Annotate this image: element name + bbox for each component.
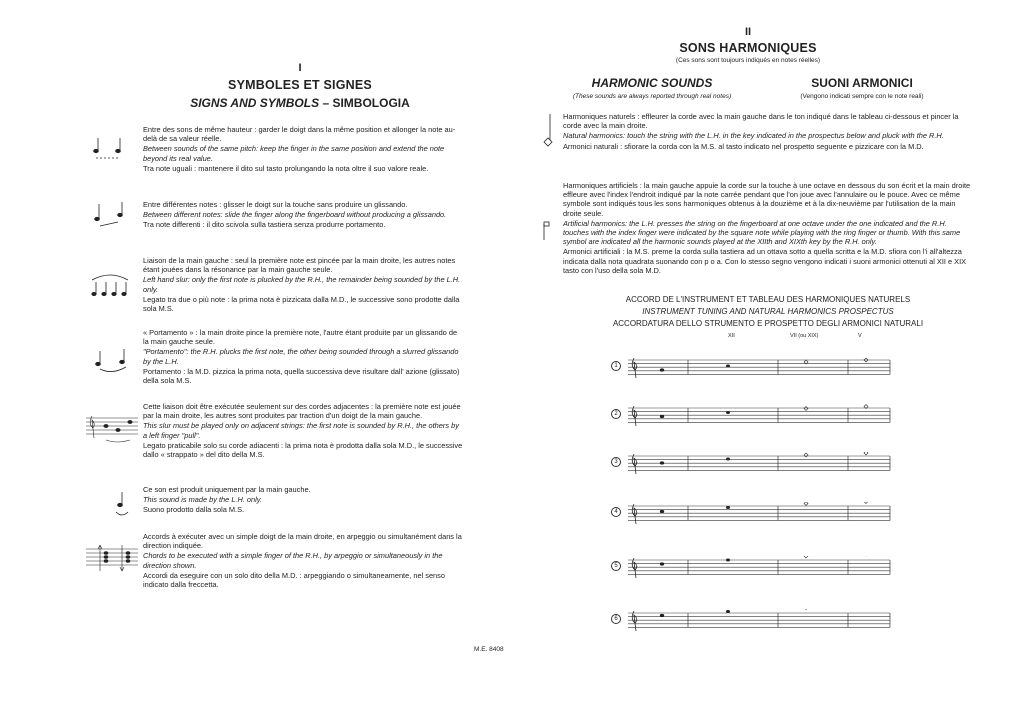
title-en-block xyxy=(552,76,752,100)
text-fr: Harmoniques artificiels : la main gauche appuie la corde sur la touche à une octave en dessous du son écrit et la main droite effleure avec l'index l'endroit indiqué par la note carrée pendant que l'on joue avec l'annulaire ou le pouce. Avec ce même symbole sont indiqués tous les sons harmoniques obtenus à la douzième et à la dix-neuvième par l'utilisation de la main droite seule. xyxy=(563,181,971,218)
text-it: Legato tra due o più note : la prima nota è pizzicata dalla M.D., le successive sono prodotte dalla sola M.S. xyxy=(143,294,460,314)
portamento-symbol xyxy=(90,347,134,375)
section-same-pitch xyxy=(143,125,463,174)
adjacent-slur-symbol xyxy=(84,412,140,444)
string-staff-3 xyxy=(614,452,890,480)
text-en: Between different notes: slide the finger along the fingerboard without producing a glissando. xyxy=(143,210,447,220)
section-adjacent-slur xyxy=(143,402,463,460)
arpeggio-chord-symbol xyxy=(84,541,140,577)
left-hand-only-symbol xyxy=(112,490,132,520)
title-it-block xyxy=(762,76,962,100)
section-subtitle-en: (These sounds are always reported through real notes) xyxy=(572,93,732,100)
artificial-harmonic-symbol xyxy=(538,220,558,244)
table-title-it: ACCORDATURA DELLO STRUMENTO E PROSPETTO DEGLI ARMONICI NATURALI xyxy=(612,319,924,328)
section-subtitle-fr: (Ces sons sont toujours indiqués en notes réelles) xyxy=(675,57,821,64)
catalog-number: M.E. 8408 xyxy=(474,646,504,653)
section-subtitle-it: (Vengono indicati sempre con le note reali) xyxy=(800,93,924,100)
staff xyxy=(628,556,900,584)
slide-symbol xyxy=(90,202,130,232)
table-title-block xyxy=(563,294,973,330)
text-it: Armonici naturali : sfiorare la corda con la M.S. al tasto indicato nel prospetto seguente e pizzicare con la M.D. xyxy=(563,141,924,151)
text-en: Between sounds of the same pitch: keep the finger in the same position and extend the note beyond its real value. xyxy=(143,144,445,163)
text-en: "Portamento": the R.H. plucks the first note, the other being sounded through a slurred glissando by the L.H. xyxy=(143,347,459,366)
text-fr: Entre différentes notes : glisser le doigt sur la touche sans produire un glissando. xyxy=(143,200,408,209)
string-number: 3 xyxy=(611,457,621,467)
section-portamento xyxy=(143,328,463,386)
section-title-line xyxy=(44,94,556,112)
text-it: Tra note uguali : mantenere il dito sul tasto prolungando la nota oltre il suo valore reale. xyxy=(143,163,429,173)
staff xyxy=(628,404,900,432)
text-it: Armonici artificiali : la M.S. preme la corda sulla tastiera ad un ottava sotto a quella scritta e la M.D. sfiora con l'i all'altezza indicata dalla nota quadrata suonando con p o a. Con lo stesso segno vengono indicati i suoni armonici ottenuti al XII e XIX tasto con l'uso della sola M.D. xyxy=(563,247,967,275)
same-pitch-symbol xyxy=(90,136,130,164)
text-en: Natural harmonics: touch the string with the L.H. in the key indicated in the prospectus below and pluck with the R.H. xyxy=(563,131,944,141)
text-en: This sound is made by the L.H. only. xyxy=(143,495,262,505)
text-fr: Liaison de la main gauche : seul la première note est pincée par la main droite, les autres notes étant jouées dans la résonance par la main gauche seule. xyxy=(143,256,456,275)
section-title-fr: SYMBOLES ET SIGNES xyxy=(228,78,372,92)
table-title-fr: ACCORD DE L'INSTRUMENT ET TABLEAU DES HARMONIQUES NATURELS xyxy=(625,295,911,304)
fret-header-v: V xyxy=(858,333,862,339)
text-fr: Entre des sons de même hauteur : garder le doigt dans la même position et allonger la note au-delà de sa valeur réelle. xyxy=(143,125,456,144)
section-number: II xyxy=(744,26,752,38)
string-staff-6 xyxy=(614,609,890,637)
text-fr: Accords à exécuter avec un simple doigt de la main droite, en arpeggio ou simultanément dans la direction indiquée. xyxy=(143,532,462,551)
section-number: I xyxy=(298,62,302,74)
string-number: 6 xyxy=(611,614,621,624)
string-number: 5 xyxy=(611,561,621,571)
text-it: Portamento : la M.D. pizzica la prima nota, quella successiva deve risultare dall' azione (glissato) della sola M.S. xyxy=(143,366,460,386)
staff xyxy=(628,609,900,637)
text-en: This slur must be played only on adjacent strings: the first note is sounded by R.H., the others by a left finger "pull". xyxy=(143,421,459,440)
text-it: Tra note differenti : il dito scivola sulla tastiera senza produrre portamento. xyxy=(143,220,386,230)
section-left-hand-slur xyxy=(143,256,463,314)
section-title-en: SIGNS AND SYMBOLS xyxy=(190,96,320,110)
string-number: 2 xyxy=(611,409,621,419)
text-en: Left hand slur: only the first note is plucked by the R.H., the remainder being sounded by the L.H. only. xyxy=(143,275,461,294)
section-title-it: SUONI ARMONICI xyxy=(811,76,913,90)
title-dash: – xyxy=(319,96,333,110)
string-staff-1 xyxy=(614,356,890,384)
section-title-fr: SONS HARMONIQUES xyxy=(679,41,817,55)
text-it: Accordi da eseguire con un solo dito della M.D. : arpeggiando o simultaneamente, nel senso indicato dalla freccetta. xyxy=(143,570,445,590)
string-staff-2 xyxy=(614,404,890,432)
text-en: Artificial harmonics: the L.H. presses the string on the fingerboard at one octave under the one indicated and the R.H. touches with the index finger were indicated by the square note while playing with the ring finger or thumb. With this same symbol are indicated all the harmonic sounds played at the XIIth and XIXth key by the R.H. only. xyxy=(563,218,961,247)
string-number: 4 xyxy=(611,507,621,517)
text-fr: Cette liaison doit être exécutée seulement sur des cordes adjacentes : la première note est jouée par la main droite, les autres sont produites par traction d'un doigt de la main gauche. xyxy=(143,402,461,421)
fret-header-vii: VII (ou XIX) xyxy=(790,333,819,339)
left-hand-slur-symbol xyxy=(88,272,132,300)
string-staff-4 xyxy=(614,502,890,530)
section-different-notes xyxy=(143,200,463,231)
text-en: Chords to be executed with a simple finger of the R.H., by arpeggio or simultaneously in the direction shown. xyxy=(143,551,443,570)
section-title-it: SIMBOLOGIA xyxy=(332,96,410,110)
section-chords xyxy=(143,532,463,590)
section-title-en: HARMONIC SOUNDS xyxy=(591,76,713,90)
text-fr: « Portamento » : la main droite pince la première note, l'autre étant produite par un glissando de la main gauche seule. xyxy=(143,328,458,347)
section-artificial-harmonics xyxy=(563,181,973,276)
text-fr: Harmoniques naturels : effleurer la corde avec la main gauche dans le ton indiqué dans le tableau ci-dessous et pincer la corde avec la main droite. xyxy=(563,112,959,131)
staff xyxy=(628,502,900,530)
table-title-en: INSTRUMENT TUNING AND NATURAL HARMONICS PROSPECTUS xyxy=(642,307,894,316)
string-number: 1 xyxy=(611,361,621,371)
text-it: Legato praticabile solo su corde adiacenti : la prima nota è prodotta dalla sola M.D., le successive dallo « strappato » del dito della M.S. xyxy=(143,440,463,460)
section-natural-harmonics xyxy=(563,112,973,152)
string-staff-5 xyxy=(614,556,890,584)
staff xyxy=(628,452,900,480)
staff xyxy=(628,356,900,384)
fret-header-xii: XII xyxy=(728,333,735,339)
text-fr: Ce son est produit uniquement par la main gauche. xyxy=(143,485,311,494)
natural-harmonic-symbol xyxy=(538,112,558,154)
section-left-hand-only xyxy=(143,485,463,516)
text-it: Suono prodotto dalla sola M.S. xyxy=(143,505,245,515)
